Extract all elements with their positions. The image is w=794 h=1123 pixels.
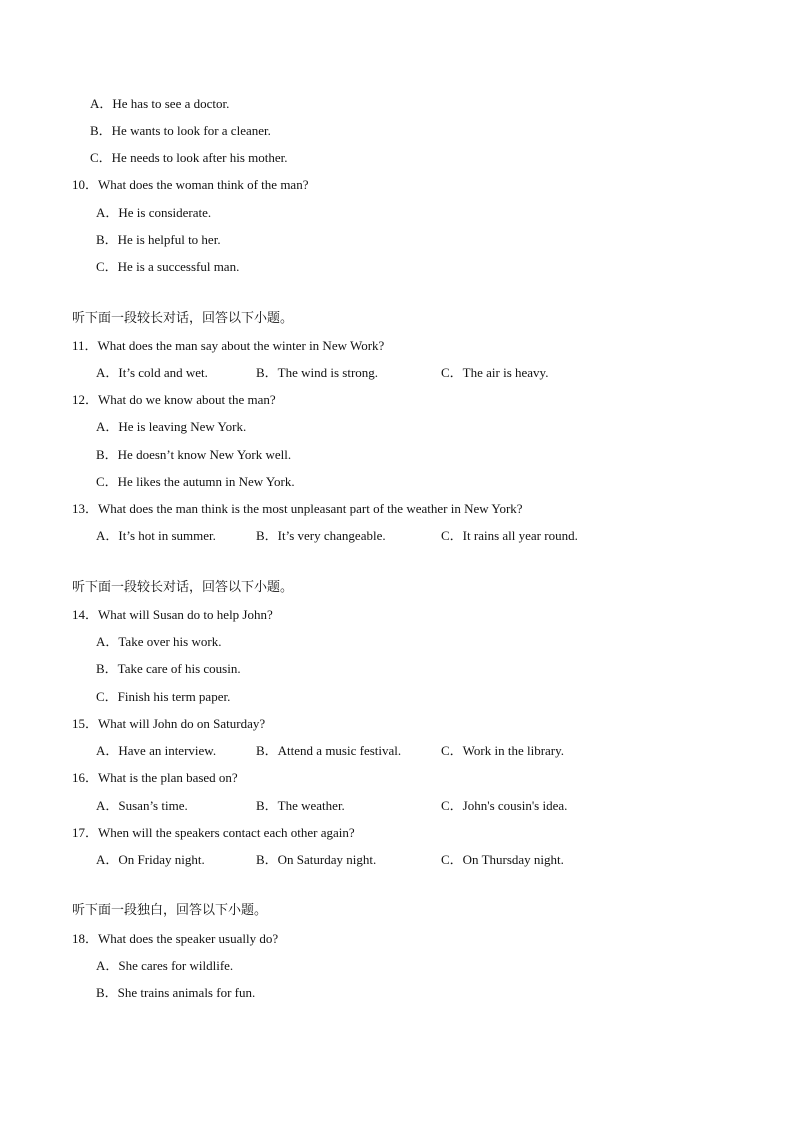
q15-option-c: C．Work in the library. — [441, 743, 565, 758]
q13-option-a: A．It’s hot in summer. — [96, 528, 216, 543]
q11-option-a: A．It’s cold and wet. — [96, 365, 208, 380]
q10-option-c: C．He is a successful man. — [96, 259, 240, 274]
q10-option-a: A．He is considerate. — [96, 205, 212, 220]
q9-option-c: C．He needs to look after his mother. — [90, 150, 288, 165]
q11-option-c: C．The air is heavy. — [441, 365, 549, 380]
q13-option-b: B．It’s very changeable. — [256, 528, 386, 543]
q14-option-a: A．Take over his work. — [96, 634, 222, 649]
q17-option-a: A．On Friday night. — [96, 852, 205, 867]
section-heading-1: 听下面一段较长对话，回答以下小题。 — [72, 311, 294, 326]
q14-option-b: B．Take care of his cousin. — [96, 661, 241, 676]
q16-option-a: A．Susan’s time. — [96, 798, 188, 813]
section-heading-3: 听下面一段独白，回答以下小题。 — [72, 903, 268, 918]
q12-question: 12．What do we know about the man? — [72, 392, 276, 407]
q12-option-c: C．He likes the autumn in New York. — [96, 474, 295, 489]
q17-option-b: B．On Saturday night. — [256, 852, 377, 867]
q9-option-b: B．He wants to look for a cleaner. — [90, 123, 271, 138]
q15-option-b: B．Attend a music festival. — [256, 743, 402, 758]
q18-option-a: A．She cares for wildlife. — [96, 958, 234, 973]
q15-question: 15．What will John do on Saturday? — [72, 716, 266, 731]
q10-question: 10．What does the woman think of the man? — [72, 177, 309, 192]
q11-question: 11．What does the man say about the winter in New Work? — [72, 338, 385, 353]
q9-option-a: A．He has to see a doctor. — [90, 96, 230, 111]
q17-question: 17．When will the speakers contact each other again? — [72, 825, 355, 840]
q18-question: 18．What does the speaker usually do? — [72, 931, 279, 946]
q14-question: 14．What will Susan do to help John? — [72, 607, 273, 622]
q14-option-c: C．Finish his term paper. — [96, 689, 231, 704]
q16-option-b: B．The weather. — [256, 798, 345, 813]
q15-option-a: A．Have an interview. — [96, 743, 217, 758]
section-heading-2: 听下面一段较长对话，回答以下小题。 — [72, 580, 294, 595]
q12-option-a: A．He is leaving New York. — [96, 419, 247, 434]
q12-option-b: B．He doesn’t know New York well. — [96, 447, 292, 462]
q16-option-c: C．John's cousin's idea. — [441, 798, 568, 813]
q17-option-c: C．On Thursday night. — [441, 852, 564, 867]
q13-option-c: C．It rains all year round. — [441, 528, 578, 543]
q11-option-b: B．The wind is strong. — [256, 365, 379, 380]
q16-question: 16．What is the plan based on? — [72, 770, 238, 785]
q13-question: 13．What does the man think is the most unpleasant part of the weather in New York? — [72, 501, 523, 516]
q10-option-b: B．He is helpful to her. — [96, 232, 221, 247]
q18-option-b: B．She trains animals for fun. — [96, 985, 256, 1000]
